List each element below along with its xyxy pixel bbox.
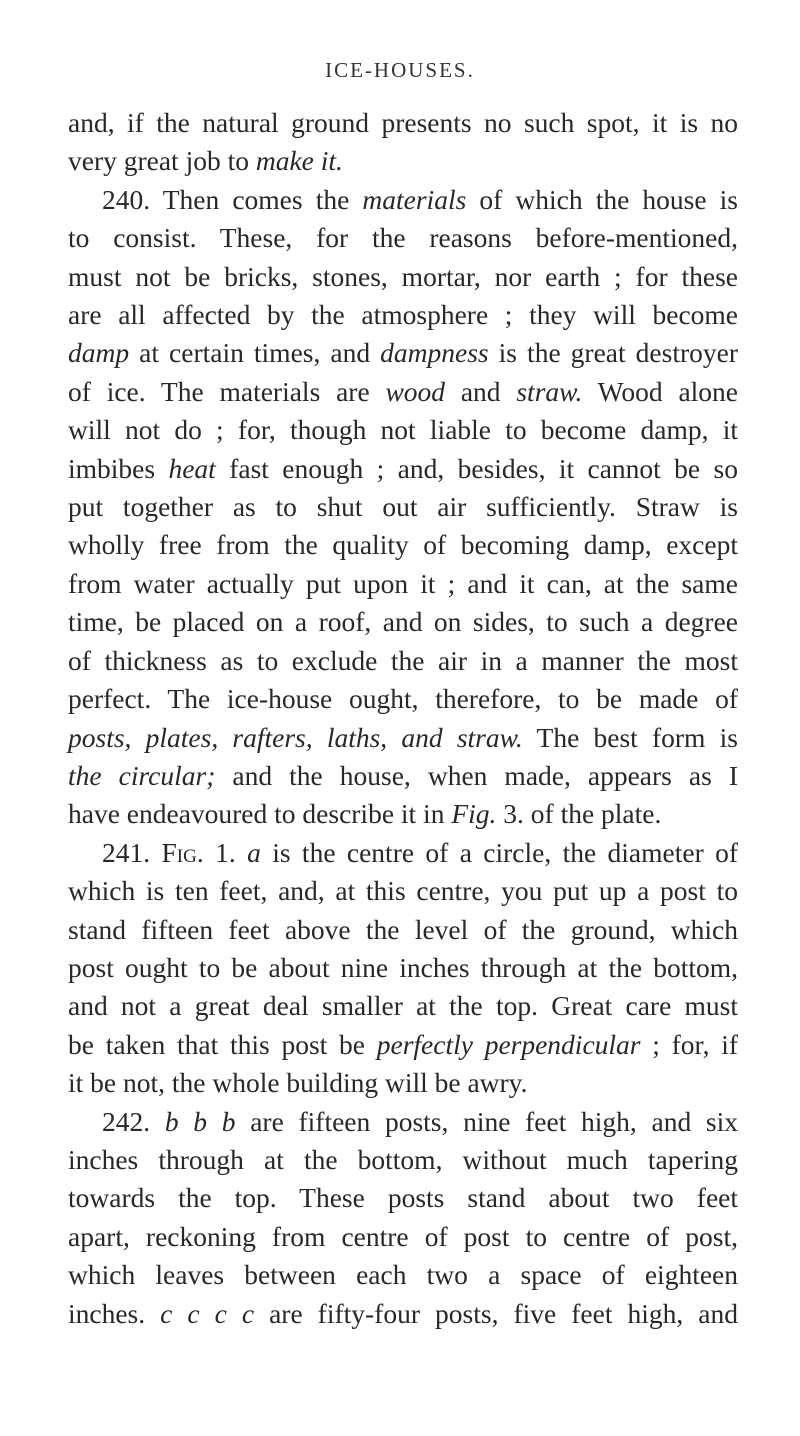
text-line: inches. c c c c are fifty-four posts, five feet high, and [68,1297,738,1329]
body-text [68,104,738,1333]
text-line: wholly free from the quality of becoming damp, except [68,529,738,561]
text-line: from water actually put upon it ; and it can, at the same [68,567,738,599]
running-head: ICE-HOUSES. [325,58,475,82]
text-line: stand fifteen feet above the level of the ground, which [68,913,738,945]
text-line: perfect. The ice-house ought, therefore, to be made of [68,683,738,715]
text-line: must not be bricks, stones, mortar, nor earth ; for these [68,260,738,292]
text-line: of thickness as to exclude the air in a manner the most [68,644,738,676]
text-line: and not a great deal smaller at the top. Great care must [68,990,738,1022]
text-line: of ice. The materials are wood and straw. Wood alone [68,375,738,407]
text-line: will not do ; for, though not liable to become damp, it [68,414,738,446]
text-line: time, be placed on a roof, and on sides, to such a degree [68,606,738,638]
text-line: are all affected by the atmosphere ; they will become [68,299,738,331]
text-line: put together as to shut out air sufficiently. Straw is [68,491,738,523]
text-line: to consist. These, for the reasons before-mentioned, [68,222,738,254]
text-line: which leaves between each two a space of eighteen [68,1259,738,1291]
text-line: inches through at the bottom, without much tapering [68,1143,738,1175]
text-line: very great job to make it. [68,145,343,177]
text-line: damp at certain times, and dampness is the great destroyer [68,337,739,369]
text-line: it be not, the whole building will be awry. [68,1067,528,1099]
paragraph-242-start: 242. b b b are fifteen posts, nine feet high, and six [102,1105,739,1137]
text-line: towards the top. These posts stand about two feet [68,1182,738,1214]
text-line: posts, plates, rafters, laths, and straw. The best form is [68,721,738,753]
text-line: be taken that this post be perfectly perpendicular ; for, if [68,1028,739,1060]
text-line: have endeavoured to describe it in Fig. 3. of the plate. [68,798,662,830]
text-line: and, if the natural ground presents no such spot, it is no [68,107,738,138]
text-line: which is ten feet, and, at this centre, you put up a post to [68,875,738,907]
text-line: post ought to be about nine inches through at the bottom, [68,951,738,983]
paragraph-240-start: 240. Then comes the materials of which the house is [102,183,738,215]
text-line: apart, reckoning from centre of post to centre of post, [68,1220,738,1252]
paragraph-241-start: 241. Fig. 1. a is the centre of a circle, the diameter of [102,836,739,868]
text-line: the circular; and the house, when made, appears as I [68,759,738,791]
text-line: imbibes heat fast enough ; and, besides, it cannot be so [68,452,738,484]
